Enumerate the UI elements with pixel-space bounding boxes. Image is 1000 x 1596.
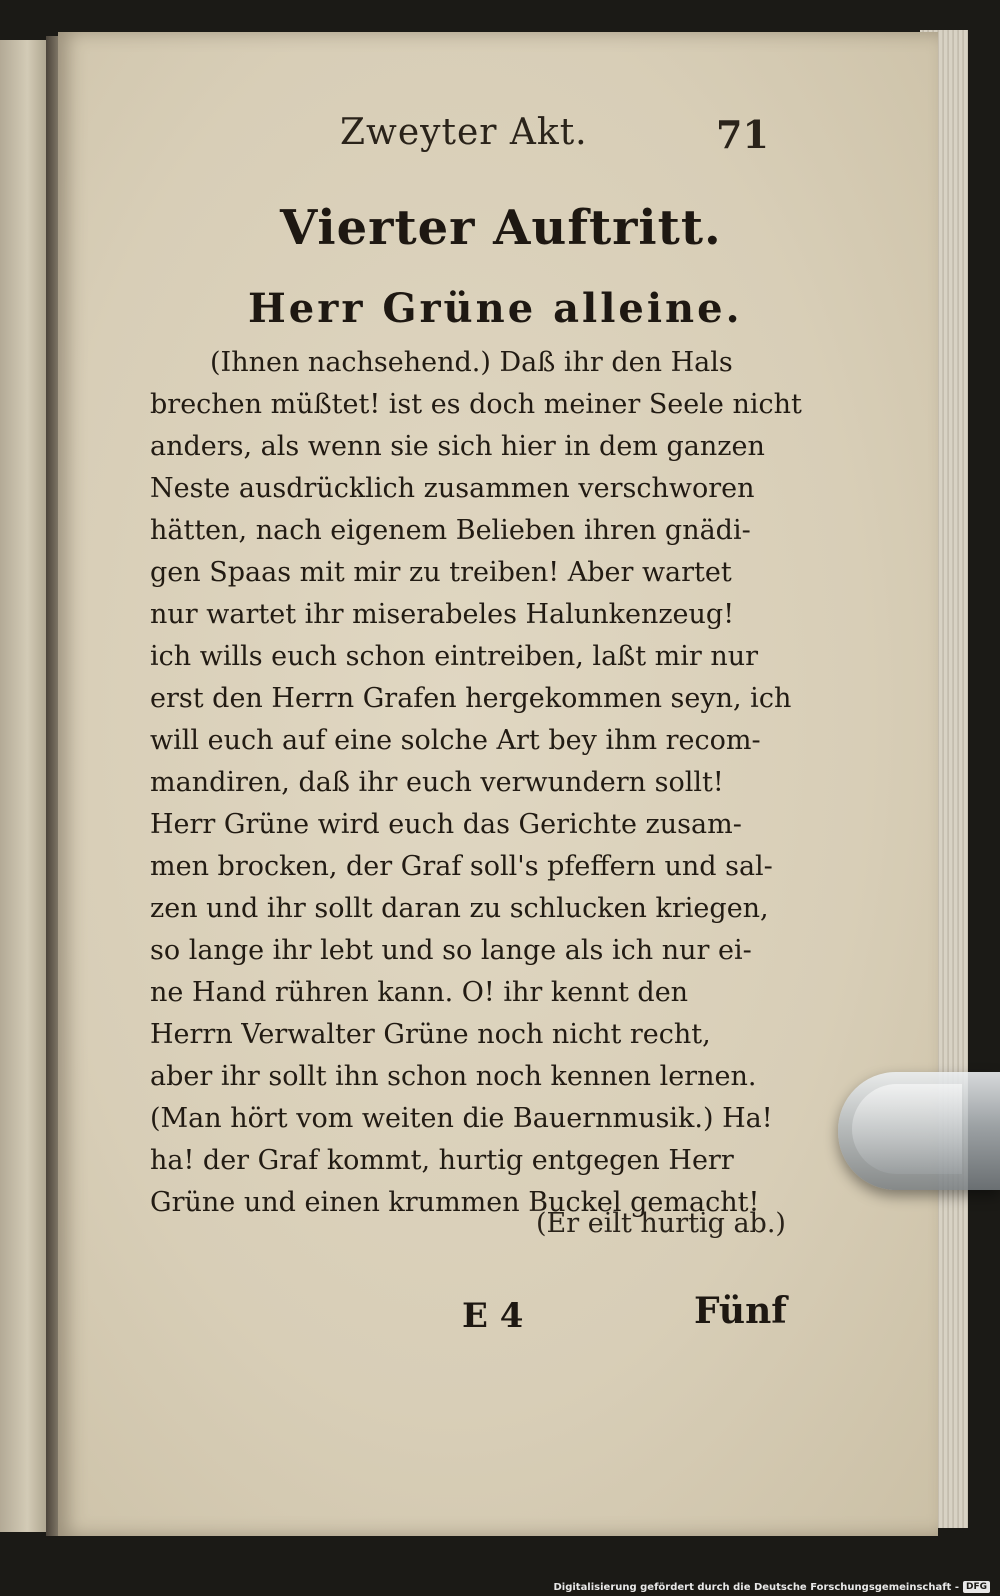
text-line: Neste ausdrücklich zusammen verschworen: [150, 473, 755, 504]
credit-text: Digitalisierung gefördert durch die Deutsche Forschungsgemeinschaft -: [553, 1581, 959, 1593]
text-line: gen Spaas mit mir zu treiben! Aber wartet: [150, 557, 732, 588]
text-line: brechen müßtet! ist es doch meiner Seele nicht: [150, 389, 802, 420]
text-line: will euch auf eine solche Art bey ihm recom-: [150, 725, 761, 756]
text-line: ne Hand rühren kann. O! ihr kennt den: [150, 977, 689, 1008]
scene-title: Vierter Auftritt.: [280, 200, 722, 256]
signature-mark: E 4: [462, 1296, 524, 1336]
text-line: Herr Grüne wird euch das Gerichte zusam-: [150, 809, 742, 840]
stage-direction-exit: (Er eilt hurtig ab.): [536, 1208, 786, 1239]
text-line: aber ihr sollt ihn schon noch kennen lernen.: [150, 1061, 757, 1092]
text-line: so lange ihr lebt und so lange als ich nur ei-: [150, 935, 752, 966]
left-page-edge: [0, 40, 50, 1532]
text-line: hätten, nach eigenem Belieben ihren gnädi-: [150, 515, 751, 546]
page-number: 71: [716, 112, 769, 157]
text-line: zen und ihr sollt daran zu schlucken kriegen,: [150, 893, 769, 924]
text-line: erst den Herrn Grafen hergekommen seyn, ich: [150, 683, 792, 714]
text-line: ha! der Graf kommt, hurtig entgegen Herr: [150, 1145, 734, 1176]
digitization-credit: [553, 1581, 990, 1593]
text-line: nur wartet ihr miserabeles Halunkenzeug!: [150, 599, 735, 630]
text-line: ich wills euch schon eintreiben, laßt mir nur: [150, 641, 759, 672]
text-line: men brocken, der Graf soll's pfeffern und sal-: [150, 851, 773, 882]
text-line: mandiren, daß ihr euch verwundern sollt!: [150, 767, 724, 798]
clamp-highlight: [852, 1084, 962, 1174]
text-line: (Ihnen nachsehend.) Daß ihr den Hals: [210, 347, 733, 378]
text-line: Grüne und einen krummen Buckel gemacht!: [150, 1187, 760, 1218]
running-head: Zweyter Akt.: [340, 112, 588, 153]
text-line: (Man hört vom weiten die Bauernmusik.) Ha!: [150, 1103, 773, 1134]
page-holder-clamp: [838, 1072, 1000, 1190]
dfg-logo: DFG: [963, 1581, 990, 1593]
text-line: anders, als wenn sie sich hier in dem ganzen: [150, 431, 765, 462]
text-line: Herrn Verwalter Grüne noch nicht recht,: [150, 1019, 711, 1050]
speaker-heading: Herr Grüne alleine.: [248, 285, 743, 332]
catchword: Fünf: [694, 1290, 787, 1332]
